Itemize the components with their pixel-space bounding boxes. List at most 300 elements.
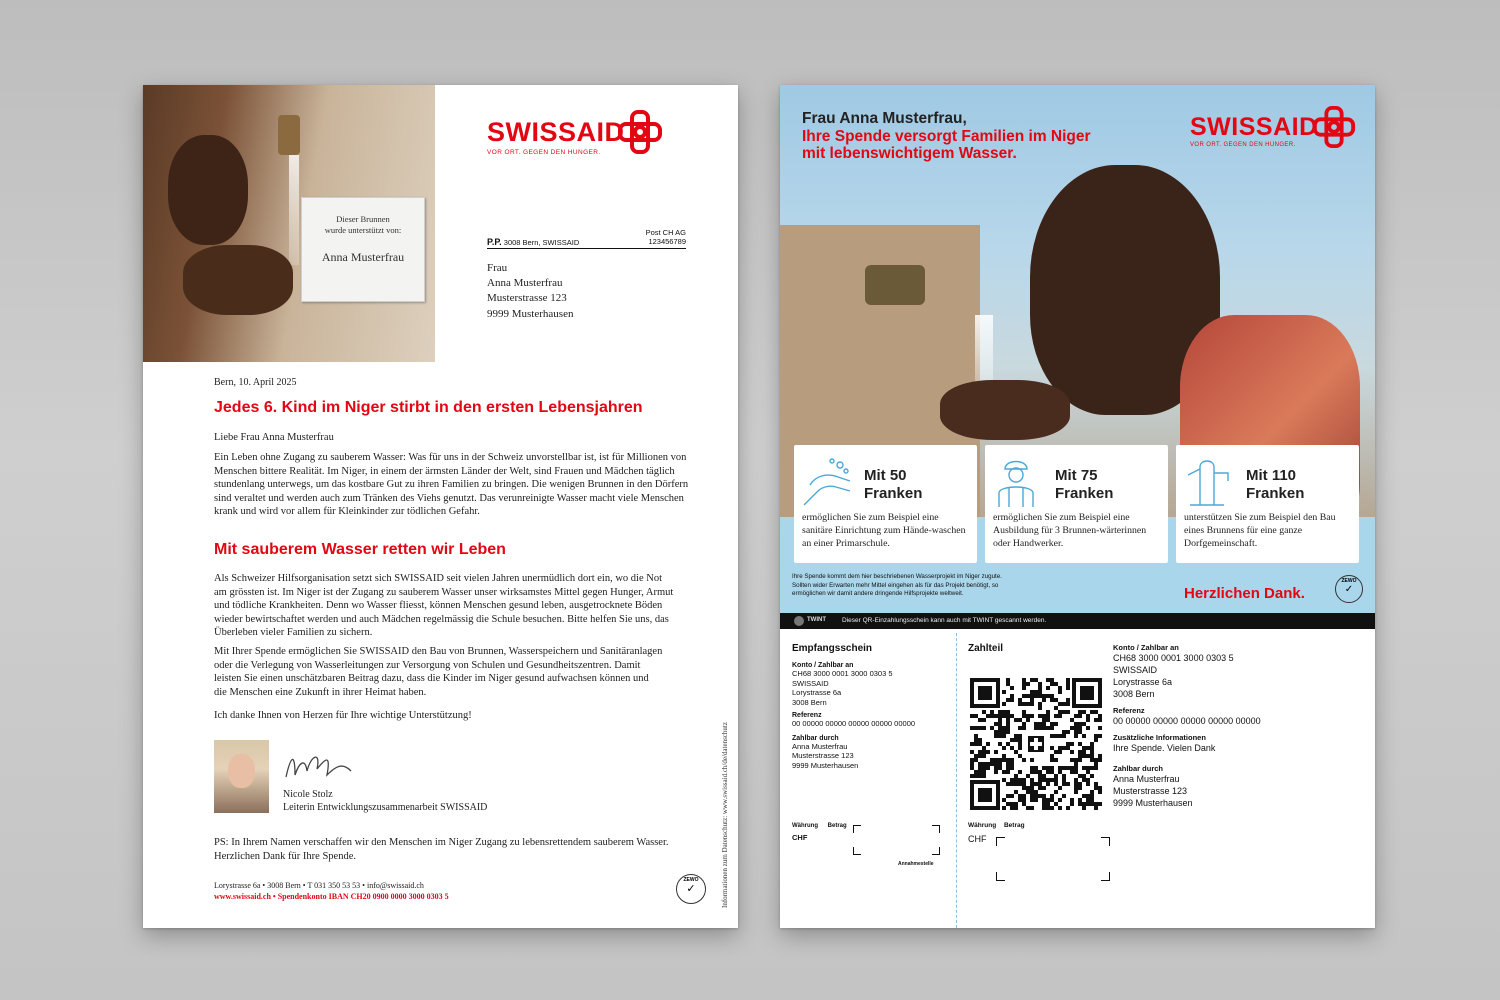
qr-module [982,774,986,778]
qr-module [1054,706,1058,710]
qr-module [1098,758,1102,762]
qr-module [982,754,986,758]
qr-module [1066,766,1070,770]
qr-module [994,730,998,734]
qr-module [1074,770,1078,774]
qr-module [998,766,1002,770]
qr-module [1030,758,1034,762]
boy-drinking-photo [143,85,435,362]
option-description: unterstützen Sie zum Beispiel den Bau eines Brunnens für eine ganze Dorfgemeinschaft. [1184,512,1336,549]
qr-module [1086,782,1090,786]
qr-module [1006,718,1010,722]
qr-module [1054,774,1058,778]
payment-amount-box [996,837,1110,881]
twint-bar [780,613,1375,629]
qr-module [1058,746,1062,750]
qr-module [1038,706,1042,710]
qr-module [1010,714,1014,718]
swissaid-cross-icon [1312,105,1356,149]
qr-module [1050,794,1054,798]
qr-module [970,766,974,770]
qr-module [1018,702,1022,706]
qr-module [1018,794,1022,798]
qr-module [1062,794,1066,798]
qr-module [1082,734,1086,738]
qr-module [1018,798,1022,802]
account-line: CH68 3000 0001 3000 0303 5 [1113,653,1234,663]
qr-module [982,770,986,774]
qr-module [1046,694,1050,698]
qr-module [1050,758,1054,762]
receipt-payer [792,742,947,771]
qr-module [1058,766,1062,770]
donation-option-110 [1176,445,1359,563]
qr-module [1094,738,1098,742]
qr-module [1010,758,1014,762]
qr-module [1050,694,1054,698]
qr-module [1098,802,1102,806]
qr-module [1030,690,1034,694]
qr-module [1066,742,1070,746]
address-line: Anna Musterfrau [487,277,563,290]
qr-module [1018,726,1022,730]
qr-module [1098,786,1102,790]
currency-label: Währung [792,823,818,829]
qr-module [990,762,994,766]
swissaid-logo [1190,113,1318,148]
qr-module [1034,770,1038,774]
qr-module [994,722,998,726]
qr-module [986,750,990,754]
qr-module [1006,758,1010,762]
qr-module [970,750,974,754]
qr-module [978,718,982,722]
qr-module [1086,714,1090,718]
qr-module [974,714,978,718]
qr-module [974,770,978,774]
qr-module [1078,722,1082,726]
qr-module [1078,774,1082,778]
qr-module [1062,782,1066,786]
qr-module [1070,742,1074,746]
qr-module [1078,802,1082,806]
ps-note: PS: In Ihrem Namen verschaffen wir den Menschen im Niger Zugang zu lebensrettendem sauberem Wasser. Herzlichen Dank für Ihre Spende. [214,837,669,862]
qr-module [1030,694,1034,698]
qr-module [1054,722,1058,726]
receipt-currency-amount [792,823,847,829]
address-line: Musterstrasse 123 [487,292,567,305]
qr-module [1090,802,1094,806]
qr-module [1006,714,1010,718]
payment-payer [1113,773,1363,809]
currency-label: Währung [968,822,997,829]
qr-module [1074,762,1078,766]
qr-module [1090,742,1094,746]
qr-module [1030,782,1034,786]
qr-module [1034,722,1038,726]
qr-module [1054,714,1058,718]
fund-usage-note [792,573,1002,599]
qr-module [1026,806,1030,810]
qr-module [994,758,998,762]
qr-module [1038,794,1042,798]
qr-module [1038,770,1042,774]
well-pump-icon [1184,455,1238,507]
qr-module [1098,726,1102,730]
qr-module [1022,714,1026,718]
qr-module [1042,718,1046,722]
account-line: SWISSAID [1113,665,1158,675]
qr-module [1086,726,1090,730]
qr-module [1046,718,1050,722]
qr-module [1010,782,1014,786]
qr-module [978,742,982,746]
donation-option-75 [985,445,1168,563]
qr-module [1074,758,1078,762]
qr-module [1038,722,1042,726]
qr-module [1066,710,1070,714]
payment-currency-amount [968,822,1025,829]
qr-module [994,750,998,754]
thanks-line: Ich danke Ihnen von Herzen für Ihre wichtige Unterstützung! [214,710,472,721]
qr-module [1058,686,1062,690]
qr-module [1054,698,1058,702]
qr-module [1026,786,1030,790]
qr-module [1086,718,1090,722]
qr-module [982,718,986,722]
qr-module [1046,778,1050,782]
qr-module [1046,766,1050,770]
qr-module [982,710,986,714]
qr-module [1046,714,1050,718]
qr-module [1050,746,1054,750]
qr-module [978,770,982,774]
qr-module [1050,678,1054,682]
qr-module [1014,778,1018,782]
qr-module [1022,722,1026,726]
qr-module [1046,686,1050,690]
option-description: ermöglichen Sie zum Beispiel eine sanitäre Einrichtung zum Hände-waschen an einer Primarschule. [802,512,966,549]
qr-module [1038,782,1042,786]
qr-module [1030,678,1034,682]
account-line: 3008 Bern [1113,689,1155,699]
qr-module [1002,714,1006,718]
qr-module [1062,734,1066,738]
qr-module [1090,710,1094,714]
qr-module [1050,754,1054,758]
qr-module [970,758,974,762]
flyer-headline [802,110,1091,163]
zewo-seal [1335,575,1363,603]
qr-module [1066,702,1070,706]
qr-module [970,774,974,778]
qr-module [1038,774,1042,778]
worker-icon [991,453,1041,509]
qr-module [1042,694,1046,698]
qr-module [990,714,994,718]
qr-module [1062,774,1066,778]
qr-module [1030,778,1034,782]
qr-module [1098,718,1102,722]
qr-module [1034,694,1038,698]
postage-location: 3008 Bern, SWISSAID [503,238,580,247]
paragraph-2: Als Schweizer Hilfsorganisation setzt sich SWISSAID seit vielen Jahren unermüdlich dort ein, wo die Not am grössten ist. Im Niger ist der Zugang zu sauberem Wasser unser wirksamstes Mittel gegen Hunger, Armut und tödliche Krankheiten. Denn wo Wasser fliesst, können Menschen gesund leben, ausgetrocknete Böden wieder bewirtschaftet werden und auch Mädchen regelmässig die Schule besuchen. Bitte helfen Sie uns, das Überleben vieler Familien zu sichern. [214,573,674,639]
headline-2: Mit sauberem Wasser retten wir Leben [214,541,506,558]
qr-module [1066,806,1070,810]
qr-module [1082,754,1086,758]
option-currency: Franken [1246,485,1305,502]
qr-module [1070,726,1074,730]
qr-module [1018,698,1022,702]
qr-module [1042,802,1046,806]
qr-module [1094,802,1098,806]
qr-module [1082,710,1086,714]
qr-module [1022,758,1026,762]
qr-module [982,762,986,766]
qr-module [1002,730,1006,734]
receipt-ref: 00 00000 00000 00000 00000 00000 [792,719,916,728]
qr-module [1090,750,1094,754]
logo-wordmark: SWISSAID [487,117,625,147]
qr-module [974,742,978,746]
qr-module [1002,798,1006,802]
qr-module [1018,770,1022,774]
logo-tagline: VOR ORT. GEGEN DEN HUNGER. [1190,142,1296,148]
qr-module [1046,770,1050,774]
qr-module [1006,794,1010,798]
payer-line: Anna Musterfrau [1113,774,1180,784]
note-line: Ihre Spende kommt dem hier beschriebenen Wasserprojekt im Niger zugute. [792,573,1002,580]
qr-module [1058,798,1062,802]
qr-module [1062,766,1066,770]
qr-module [1074,782,1078,786]
qr-module [1082,802,1086,806]
qr-module [994,762,998,766]
payer-line: Musterstrasse 123 [792,751,854,760]
payment-currency: CHF [968,834,987,844]
account-line: SWISSAID [792,678,829,688]
account-line: CH68 3000 0001 3000 0303 5 [792,669,893,678]
qr-module [1022,710,1026,714]
qr-module [986,742,990,746]
signer-face [228,754,255,788]
qr-module [1058,714,1062,718]
qr-module [1002,690,1006,694]
qr-module [1098,734,1102,738]
qr-module [1086,778,1090,782]
qr-module [1022,786,1026,790]
qr-module [1022,686,1026,690]
qr-module [1074,714,1078,718]
receipt-title: Empfangsschein [792,643,873,654]
qr-module [1010,762,1014,766]
qr-module [978,726,982,730]
qr-module [1030,714,1034,718]
qr-module [1070,750,1074,754]
donation-flyer [780,85,1375,928]
qr-module [1038,714,1042,718]
qr-module [1098,790,1102,794]
signer-role: Leiterin Entwicklungszusammenarbeit SWISSAID [283,802,488,813]
payment-info-label: Zusätzliche Informationen [1113,733,1206,742]
payment-ref: 00 00000 00000 00000 00000 00000 [1113,716,1261,726]
qr-module [1078,782,1082,786]
payment-payer-label: Zahlbar durch [1113,764,1164,773]
option-amount: Mit 50 [864,467,907,484]
qr-module [1086,746,1090,750]
qr-module [1034,726,1038,730]
qr-module [1082,806,1086,810]
qr-module [974,754,978,758]
qr-module [1018,754,1022,758]
qr-module [1050,722,1054,726]
qr-module [1002,754,1006,758]
qr-module [1082,750,1086,754]
qr-module [1006,722,1010,726]
qr-module [1042,726,1046,730]
qr-module [974,726,978,730]
faucet-icon [278,115,300,155]
qr-module [1022,782,1026,786]
account-line: 3008 Bern [792,697,827,707]
qr-module [998,726,1002,730]
qr-module [1050,698,1054,702]
option-currency: Franken [864,485,923,502]
address-line: 9999 Musterhausen [487,307,574,320]
qr-module [1034,678,1038,682]
acceptance-point: Annahmestelle [898,861,934,867]
qr-module [1038,778,1042,782]
qr-module [1090,794,1094,798]
qr-module [1050,682,1054,686]
qr-module [1014,806,1018,810]
qr-module [998,742,1002,746]
signer-block [283,788,487,814]
qr-module [1050,806,1054,810]
qr-module [1018,778,1022,782]
qr-module [982,750,986,754]
qr-module [1054,802,1058,806]
qr-module [1002,746,1006,750]
qr-module [1046,806,1050,810]
qr-module [1002,770,1006,774]
qr-module [998,718,1002,722]
qr-module [1030,798,1034,802]
qr-module [1074,726,1078,730]
receipt-currency: CHF [792,833,808,842]
account-line: Lorystrasse 6a [1113,677,1173,687]
payer-line: 9999 Musterhausen [792,760,859,770]
option-amount: Mit 75 [1055,467,1098,484]
qr-module [1086,766,1090,770]
qr-module [1002,726,1006,730]
qr-module [1066,686,1070,690]
qr-module [1006,682,1010,686]
postage-number: 123456789 [648,237,686,246]
qr-module [1074,778,1078,782]
qr-module [1054,782,1058,786]
qr-module [1006,802,1010,806]
qr-module [1066,746,1070,750]
qr-module [990,710,994,714]
logo-tagline: VOR ORT. GEGEN DEN HUNGER. [487,149,601,156]
qr-module [1010,766,1014,770]
qr-module [1002,702,1006,706]
qr-module [1006,762,1010,766]
qr-module [1022,802,1026,806]
qr-module [1078,754,1082,758]
qr-module [1086,754,1090,758]
qr-module [1002,758,1006,762]
qr-module [1062,778,1066,782]
headline-line-2: Ihre Spende versorgt Familien im Niger [802,127,1091,145]
qr-module [1010,806,1014,810]
qr-module [978,738,982,742]
qr-module [1034,690,1038,694]
qr-module [982,746,986,750]
qr-module [1074,786,1078,790]
qr-module [1046,726,1050,730]
letter-date: Bern, 10. April 2025 [214,377,297,388]
qr-module [1026,790,1030,794]
signer-photo [214,740,269,813]
qr-module [1014,718,1018,722]
qr-module [1094,782,1098,786]
logo-wordmark: SWISSAID [1190,113,1318,141]
headline-1: Jedes 6. Kind im Niger stirbt in den ersten Lebensjahren [214,399,643,416]
qr-module [970,762,974,766]
signature-mark [281,745,371,785]
qr-module [1038,694,1042,698]
qr-module [1026,682,1030,686]
qr-module [1094,762,1098,766]
qr-module [994,714,998,718]
qr-module [1010,738,1014,742]
qr-module [1018,746,1022,750]
qr-module [1002,734,1006,738]
qr-module [1058,750,1062,754]
qr-module [1058,806,1062,810]
qr-module [1038,690,1042,694]
qr-module [1022,798,1026,802]
qr-module [1030,806,1034,810]
qr-module [1082,746,1086,750]
qr-module [1010,698,1014,702]
recipient-address [487,261,573,322]
qr-module [1086,770,1090,774]
qr-module [1022,678,1026,682]
headline-line-3: mit lebenswichtigem Wasser. [802,145,1017,162]
payer-line: 9999 Musterhausen [1113,798,1193,808]
account-line: Lorystrasse 6a [792,688,842,697]
qr-module [1026,718,1030,722]
plaque-name: Anna Musterfrau [321,250,405,264]
qr-module [1090,774,1094,778]
qr-module [1090,766,1094,770]
payer-line: Musterstrasse 123 [1113,786,1188,796]
qr-module [978,754,982,758]
qr-module [1094,718,1098,722]
receipt-account-label: Konto / Zahlbar an [792,662,854,669]
qr-module [1014,790,1018,794]
qr-module [1058,734,1062,738]
qr-module [1042,714,1046,718]
checkmark-icon: ✓ [686,883,696,895]
qr-module [1074,766,1078,770]
paragraph-3: Mit Ihrer Spende ermöglichen Sie SWISSAID den Bau von Brunnen, Wasserspeichern und Sanitäranlagen oder die Verlegung von Wasserleitungen zur Versorgung von Schulen und Gesundheitszentren. Damit leisten Sie einen unschätzbaren Beitrag dazu, dass die Kinder im Niger gesund aufwachsen können und die Menschen eine Zukunft in ihrer Heimat haben. [214,646,663,698]
qr-module [1042,794,1046,798]
qr-module [1090,758,1094,762]
